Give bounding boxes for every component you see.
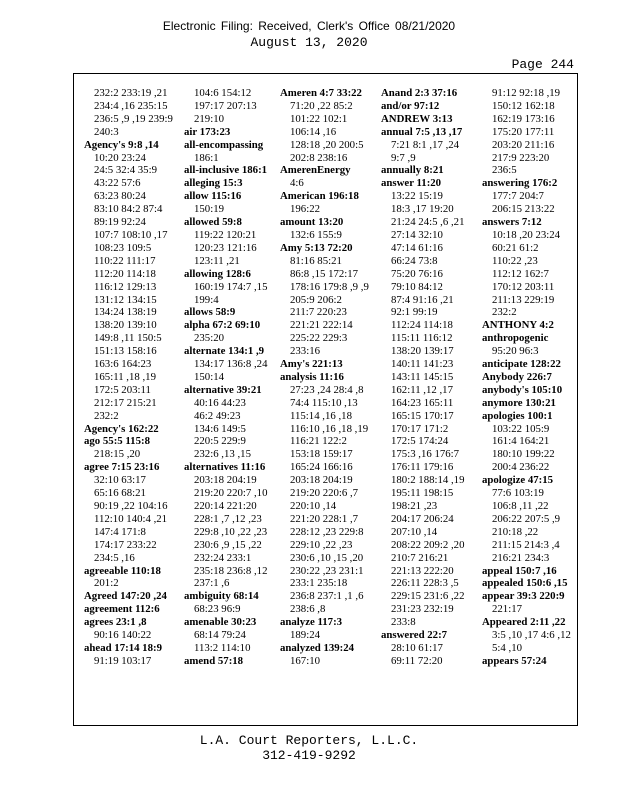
index-reference: 27:14 32:10 <box>391 228 443 241</box>
transcript-date: August 13, 2020 <box>250 35 368 50</box>
index-term: anybody's 105:10 <box>482 383 563 396</box>
index-term: Appeared 2:11 ,22 <box>482 616 566 629</box>
index-reference: 195:11 198:15 <box>391 487 454 500</box>
index-reference: 120:23 121:16 <box>194 241 257 254</box>
index-reference: 116:12 129:13 <box>94 280 157 293</box>
index-reference: 238:6 ,8 <box>290 603 326 616</box>
index-reference: 138:20 139:10 <box>94 319 157 332</box>
index-column-3 <box>280 87 380 668</box>
index-reference: 211:13 229:19 <box>492 293 555 306</box>
index-reference: 115:11 116:12 <box>391 332 453 345</box>
index-reference: 60:21 61:2 <box>492 241 539 254</box>
index-term: alleging 15:3 <box>184 177 243 190</box>
index-reference: 110:22 111:17 <box>94 254 156 267</box>
index-reference: 202:8 238:16 <box>290 151 348 164</box>
index-reference: 116:10 ,16 ,18 ,19 <box>290 422 369 435</box>
index-reference: 230:22 ,23 231:1 <box>290 564 364 577</box>
index-reference: 170:17 171:2 <box>391 422 449 435</box>
index-term: ANDREW 3:13 <box>381 112 453 125</box>
index-term: amount 13:20 <box>280 216 344 229</box>
index-reference: 123:11 ,21 <box>194 254 240 267</box>
index-reference: 27:23 ,24 28:4 ,8 <box>290 383 364 396</box>
index-reference: 232:6 ,13 ,15 <box>194 448 251 461</box>
index-reference: 165:24 166:16 <box>290 461 353 474</box>
index-term: Anand 2:3 37:16 <box>381 87 458 99</box>
index-term: AmerenEnergy <box>280 164 351 177</box>
index-reference: 79:10 84:12 <box>391 280 443 293</box>
index-term: Amy's 221:13 <box>280 358 343 371</box>
index-term: amenable 30:23 <box>184 616 257 629</box>
index-reference: 240:3 <box>94 125 119 138</box>
index-term: allows 58:9 <box>184 306 236 319</box>
index-reference: 74:4 115:10 ,13 <box>290 396 358 409</box>
index-reference: 180:10 199:22 <box>492 448 555 461</box>
index-reference: 32:10 63:17 <box>94 474 146 487</box>
index-reference: 103:22 105:9 <box>492 422 550 435</box>
index-term: air 173:23 <box>184 125 231 138</box>
index-reference: 232:2 233:19 ,21 <box>94 87 168 99</box>
index-reference: 3:5 ,10 ,17 4:6 ,12 <box>492 629 571 642</box>
index-term: anthropogenic <box>482 332 549 345</box>
index-reference: 234:5 ,16 <box>94 551 135 564</box>
index-reference: 68:23 96:9 <box>194 603 241 616</box>
index-reference: 46:2 49:23 <box>194 409 241 422</box>
index-term: answer 11:20 <box>381 177 442 190</box>
index-reference: 140:11 141:23 <box>391 358 454 371</box>
index-term: apologies 100:1 <box>482 409 553 422</box>
index-term: annually 8:21 <box>381 164 444 177</box>
index-reference: 175:20 177:11 <box>492 125 555 138</box>
index-reference: 176:11 179:16 <box>391 461 454 474</box>
index-reference: 206:15 213:22 <box>492 203 555 216</box>
index-column-5 <box>482 87 582 668</box>
index-reference: 198:21 ,23 <box>391 500 438 512</box>
index-reference: 65:16 68:21 <box>94 487 146 500</box>
index-reference: 119:22 120:21 <box>194 228 257 241</box>
index-term: ahead 17:14 18:9 <box>84 641 162 654</box>
index-reference: 153:18 159:17 <box>290 448 353 461</box>
index-column-4 <box>381 87 481 668</box>
index-reference: 164:23 165:11 <box>391 396 454 409</box>
index-reference: 210:7 216:21 <box>391 551 449 564</box>
index-term: all-inclusive 186:1 <box>184 164 268 177</box>
index-term: answering 176:2 <box>482 177 558 190</box>
index-reference: 233:8 <box>391 616 416 629</box>
index-reference: 221:21 222:14 <box>290 319 353 332</box>
index-reference: 112:24 114:18 <box>391 319 453 332</box>
index-reference: 219:20 220:6 ,7 <box>290 487 359 500</box>
index-reference: 205:9 206:2 <box>290 293 342 306</box>
index-reference: 204:17 206:24 <box>391 512 454 525</box>
index-reference: 112:10 140:4 ,21 <box>94 512 168 525</box>
index-reference: 150:19 <box>194 203 224 216</box>
index-reference: 24:5 32:4 35:9 <box>94 164 157 177</box>
index-reference: 95:20 96:3 <box>492 345 539 358</box>
index-reference: 177:7 204:7 <box>492 190 544 203</box>
index-reference: 200:4 236:22 <box>492 461 550 474</box>
index-reference: 203:20 211:16 <box>492 138 555 151</box>
index-reference: 134:6 149:5 <box>194 422 246 435</box>
index-term: agrees 23:1 ,8 <box>84 616 147 629</box>
index-reference: 4:6 <box>290 177 304 190</box>
index-term: answered 22:7 <box>381 629 448 642</box>
index-reference: 197:17 207:13 <box>194 99 257 112</box>
index-reference: 9:7 ,9 <box>391 151 416 164</box>
index-reference: 151:13 158:16 <box>94 345 157 358</box>
index-reference: 68:14 79:24 <box>194 629 246 642</box>
page-number: Page 244 <box>511 57 574 72</box>
index-reference: 134:17 136:8 ,24 <box>194 358 268 371</box>
index-term: alternative 39:21 <box>184 383 262 396</box>
index-reference: 211:7 220:23 <box>290 306 347 319</box>
index-reference: 77:6 103:19 <box>492 487 544 500</box>
index-reference: 229:10 ,22 ,23 <box>290 538 353 551</box>
index-reference: 233:16 <box>290 345 320 358</box>
index-reference: 63:23 80:24 <box>94 190 146 203</box>
index-reference: 221:13 222:20 <box>391 564 454 577</box>
index-reference: 207:10 ,14 <box>391 525 438 538</box>
index-reference: 218:15 ,20 <box>94 448 141 461</box>
index-term: agree 7:15 23:16 <box>84 461 160 474</box>
index-reference: 47:14 61:16 <box>391 241 443 254</box>
index-term: agreeable 110:18 <box>84 564 161 577</box>
index-reference: 211:15 214:3 ,4 <box>492 538 560 551</box>
index-reference: 106:14 ,16 <box>290 125 337 138</box>
index-reference: 75:20 76:16 <box>391 267 443 280</box>
reporter-phone: 312-419-9292 <box>262 748 356 763</box>
index-term: analyzed 139:24 <box>280 641 355 654</box>
index-reference: 232:2 <box>94 409 119 422</box>
index-reference: 232:24 233:1 <box>194 551 252 564</box>
index-reference: 83:10 84:2 87:4 <box>94 203 163 216</box>
index-reference: 233:1 235:18 <box>290 577 348 590</box>
index-reference: 7:21 8:1 ,17 ,24 <box>391 138 460 151</box>
index-reference: 13:22 15:19 <box>391 190 443 203</box>
index-reference: 225:22 229:3 <box>290 332 348 345</box>
index-reference: 220:5 229:9 <box>194 435 246 448</box>
index-term: Anybody 226:7 <box>482 370 552 383</box>
index-reference: 226:11 228:3 ,5 <box>391 577 459 590</box>
index-reference: 220:14 221:20 <box>194 500 257 512</box>
index-reference: 210:18 ,22 <box>492 525 539 538</box>
index-term: answers 7:12 <box>482 216 542 229</box>
index-reference: 162:19 173:16 <box>492 112 555 125</box>
index-reference: 219:10 <box>194 112 224 125</box>
index-reference: 220:10 ,14 <box>290 500 337 512</box>
filing-stamp: Electronic Filing: Received, Clerk's Office 08/21/2020 <box>162 19 456 33</box>
index-term: allowed 59:8 <box>184 216 242 229</box>
index-reference: 90:19 ,22 104:16 <box>94 500 168 512</box>
index-reference: 69:11 72:20 <box>391 654 443 667</box>
index-reference: 232:2 <box>492 306 517 319</box>
index-term: ANTHONY 4:2 <box>482 319 554 332</box>
index-reference: 172:5 203:11 <box>94 383 151 396</box>
index-reference: 149:8 ,11 150:5 <box>94 332 162 345</box>
index-term: analyze 117:3 <box>280 616 343 629</box>
index-reference: 143:11 145:15 <box>391 370 454 383</box>
index-term: analysis 11:16 <box>280 370 344 383</box>
index-term: ambiguity 68:14 <box>184 590 259 603</box>
index-reference: 116:21 122:2 <box>290 435 347 448</box>
index-term: Agreed 147:20 ,24 <box>84 590 167 603</box>
index-reference: 228:1 ,7 ,12 ,23 <box>194 512 262 525</box>
index-reference: 203:18 204:19 <box>194 474 257 487</box>
index-reference: 162:11 ,12 ,17 <box>391 383 453 396</box>
index-term: Agency's 162:22 <box>84 422 159 435</box>
index-reference: 90:16 140:22 <box>94 629 152 642</box>
index-reference: 66:24 73:8 <box>391 254 438 267</box>
index-reference: 163:6 164:23 <box>94 358 152 371</box>
index-reference: 91:19 103:17 <box>94 654 152 667</box>
index-reference: 236:8 237:1 ,1 ,6 <box>290 590 364 603</box>
index-reference: 212:17 215:21 <box>94 396 157 409</box>
index-reference: 230:6 ,10 ,15 ,20 <box>290 551 364 564</box>
index-reference: 230:6 ,9 ,15 ,22 <box>194 538 262 551</box>
index-column-1 <box>84 87 184 668</box>
index-term: apologize 47:15 <box>482 474 554 487</box>
index-reference: 86:8 ,15 172:17 <box>290 267 359 280</box>
index-reference: 21:24 24:5 ,6 ,21 <box>391 216 465 229</box>
index-term: Agency's 9:8 ,14 <box>84 138 159 151</box>
index-term: American 196:18 <box>280 190 359 203</box>
index-reference: 128:18 ,20 200:5 <box>290 138 364 151</box>
index-reference: 112:12 162:7 <box>492 267 549 280</box>
index-reference: 235:18 236:8 ,12 <box>194 564 268 577</box>
index-term: annual 7:5 ,13 ,17 <box>381 125 463 138</box>
index-reference: 10:18 ,20 23:24 <box>492 228 561 241</box>
index-reference: 203:18 204:19 <box>290 474 353 487</box>
index-reference: 221:20 228:1 ,7 <box>290 512 359 525</box>
index-reference: 180:2 188:14 ,19 <box>391 474 465 487</box>
index-reference: 18:3 ,17 19:20 <box>391 203 454 216</box>
index-reference: 132:6 155:9 <box>290 228 342 241</box>
reporter-name: L.A. Court Reporters, L.L.C. <box>199 733 419 748</box>
index-reference: 108:23 109:5 <box>94 241 152 254</box>
index-reference: 71:20 ,22 85:2 <box>290 99 353 112</box>
index-reference: 89:19 92:24 <box>94 216 146 229</box>
index-reference: 234:4 ,16 235:15 <box>94 99 168 112</box>
index-column-2 <box>184 87 284 668</box>
index-reference: 160:19 174:7 ,15 <box>194 280 268 293</box>
index-reference: 40:16 44:23 <box>194 396 246 409</box>
index-reference: 201:2 <box>94 577 119 590</box>
index-reference: 147:4 171:8 <box>94 525 146 538</box>
index-reference: 134:24 138:19 <box>94 306 157 319</box>
index-reference: 236:5 <box>492 164 517 177</box>
index-term: appeal 150:7 ,16 <box>482 564 557 577</box>
index-frame <box>73 73 578 726</box>
index-term: ago 55:5 115:8 <box>84 435 150 448</box>
index-reference: 175:3 ,16 176:7 <box>391 448 460 461</box>
index-reference: 28:10 61:17 <box>391 641 443 654</box>
index-reference: 231:23 232:19 <box>391 603 454 616</box>
index-reference: 167:10 <box>290 654 320 667</box>
index-reference: 92:1 99:19 <box>391 306 438 319</box>
index-reference: 150:12 162:18 <box>492 99 555 112</box>
index-reference: 138:20 139:17 <box>391 345 454 358</box>
index-reference: 199:4 <box>194 293 219 306</box>
index-term: alpha 67:2 69:10 <box>184 319 261 332</box>
index-reference: 229:8 ,10 ,22 ,23 <box>194 525 268 538</box>
index-reference: 161:4 164:21 <box>492 435 550 448</box>
index-term: amend 57:18 <box>184 654 244 667</box>
index-reference: 115:14 ,16 ,18 <box>290 409 352 422</box>
index-reference: 174:17 233:22 <box>94 538 157 551</box>
index-term: appears 57:24 <box>482 654 547 667</box>
index-reference: 186:1 <box>194 151 219 164</box>
index-reference: 165:15 170:17 <box>391 409 454 422</box>
index-term: alternatives 11:16 <box>184 461 266 474</box>
index-reference: 178:16 179:8 ,9 ,9 <box>290 280 369 293</box>
index-reference: 196:22 <box>290 203 320 216</box>
index-term: all-encompassing <box>184 138 264 151</box>
index-reference: 43:22 57:6 <box>94 177 141 190</box>
index-term: Amy 5:13 72:20 <box>280 241 353 254</box>
index-reference: 5:4 ,10 <box>492 641 522 654</box>
index-term: anymore 130:21 <box>482 396 556 409</box>
index-reference: 131:12 134:15 <box>94 293 157 306</box>
index-term: and/or 97:12 <box>381 99 440 112</box>
index-term: alternate 134:1 ,9 <box>184 345 265 358</box>
index-reference: 150:14 <box>194 370 224 383</box>
index-reference: 113:2 114:10 <box>194 641 251 654</box>
index-reference: 10:20 23:24 <box>94 151 146 164</box>
index-term: Ameren 4:7 33:22 <box>280 87 362 99</box>
index-reference: 110:22 ,23 <box>492 254 538 267</box>
index-reference: 221:17 <box>492 603 522 616</box>
index-reference: 112:20 114:18 <box>94 267 156 280</box>
index-reference: 91:12 92:18 ,19 <box>492 87 561 99</box>
index-reference: 106:8 ,11 ,22 <box>492 500 549 512</box>
index-reference: 235:20 <box>194 332 224 345</box>
index-reference: 104:6 154:12 <box>194 87 252 99</box>
index-reference: 81:16 85:21 <box>290 254 342 267</box>
index-reference: 217:9 223:20 <box>492 151 550 164</box>
index-reference: 87:4 91:16 ,21 <box>391 293 454 306</box>
index-reference: 229:15 231:6 ,22 <box>391 590 465 603</box>
index-reference: 107:7 108:10 ,17 <box>94 228 168 241</box>
index-reference: 206:22 207:5 ,9 <box>492 512 561 525</box>
index-reference: 165:11 ,18 ,19 <box>94 370 156 383</box>
index-term: allowing 128:6 <box>184 267 251 280</box>
index-reference: 237:1 ,6 <box>194 577 230 590</box>
index-reference: 216:21 234:3 <box>492 551 550 564</box>
index-reference: 101:22 102:1 <box>290 112 348 125</box>
index-term: anticipate 128:22 <box>482 358 561 371</box>
index-term: appealed 150:6 ,15 <box>482 577 568 590</box>
index-reference: 208:22 209:2 ,20 <box>391 538 465 551</box>
index-term: allow 115:16 <box>184 190 242 203</box>
index-term: agreement 112:6 <box>84 603 160 616</box>
index-reference: 189:24 <box>290 629 320 642</box>
index-term: appear 39:3 220:9 <box>482 590 565 603</box>
index-reference: 170:12 203:11 <box>492 280 555 293</box>
index-reference: 228:12 ,23 229:8 <box>290 525 364 538</box>
index-reference: 236:5 ,9 ,19 239:9 <box>94 112 173 125</box>
index-reference: 219:20 220:7 ,10 <box>194 487 268 500</box>
index-reference: 172:5 174:24 <box>391 435 449 448</box>
